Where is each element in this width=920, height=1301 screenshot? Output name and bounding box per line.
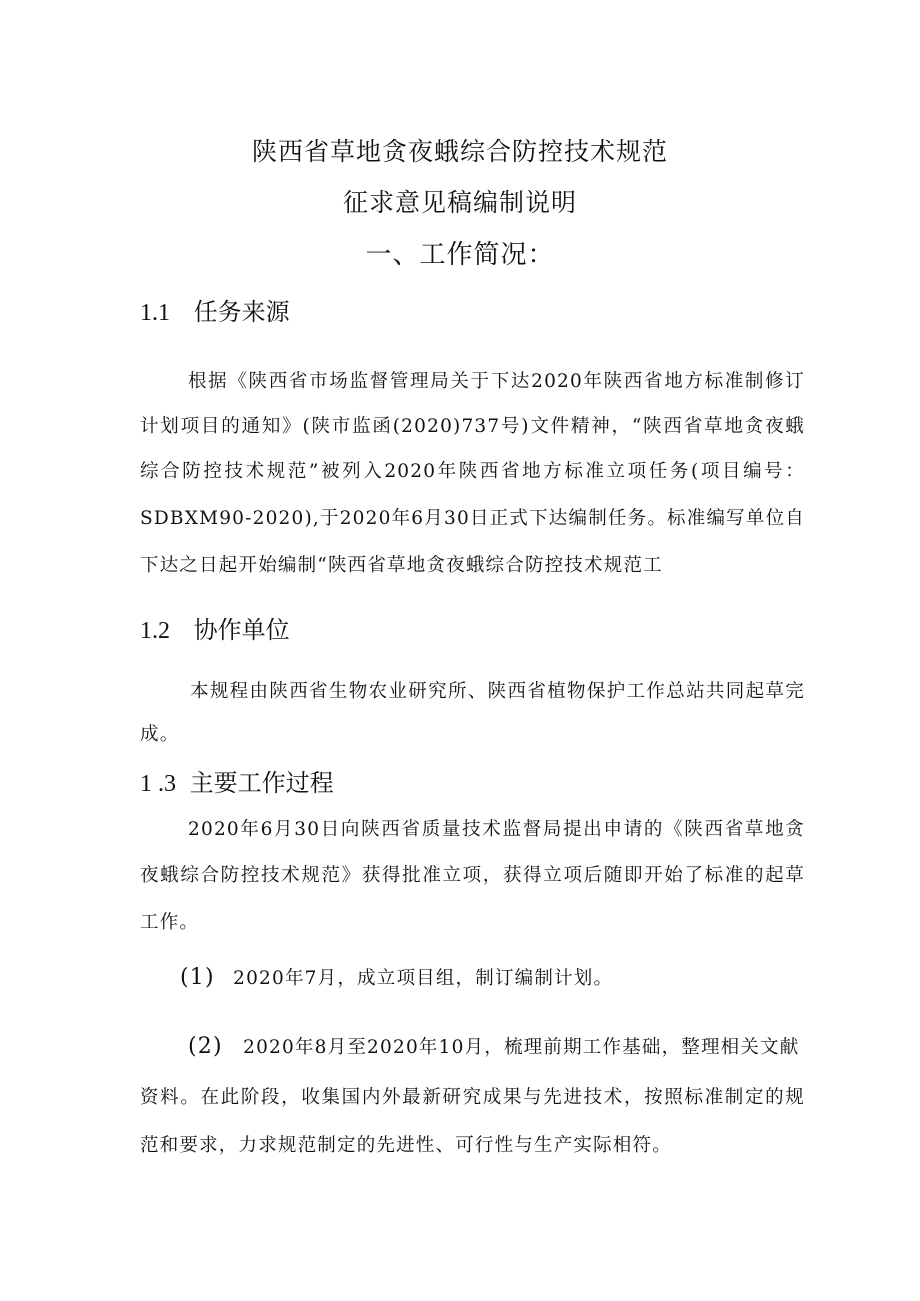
paragraph-line: 资料。在此阶段，收集国内外最新研究成果与先进技术，按照标准制定的规 <box>140 1087 805 1108</box>
section-1-1-title: 任务来源 <box>193 298 290 326</box>
section-1-3-heading <box>140 763 334 798</box>
paragraph-line: 工作。 <box>140 912 200 933</box>
step-2-label: (2) <box>188 1034 223 1059</box>
section-one-heading: 一、工作简况： <box>365 240 555 270</box>
section-1-3-number: 1 .3 <box>140 771 176 797</box>
paragraph-line: 综合防控技术规范”被列入2020年陕西省地方标准立项任务(项目编号： <box>140 461 805 482</box>
step-2-text: 2020年8月至2020年10月，梳理前期工作基础，整理相关文献 <box>243 1037 800 1058</box>
step-1-label: (1) <box>180 965 215 990</box>
paragraph-line: SDBXM90-2020),于2020年6月30日正式下达编制任务。标准编写单位自 <box>140 508 805 529</box>
paragraph-line: 2020年6月30日向陕西省质量技术监督局提出申请的《陕西省草地贪 <box>188 819 805 840</box>
paragraph-line: 本规程由陕西省生物农业研究所、陕西省植物保护工作总站共同起草完 <box>190 681 805 702</box>
section-1-1-heading <box>140 292 290 327</box>
paragraph-line: 成。 <box>140 724 180 745</box>
section-1-3-title: 主要工作过程 <box>189 769 334 797</box>
paragraph-line: 下达之日起开始编制“陕西省草地贪夜蛾综合防控技术规范工 <box>140 555 663 576</box>
paragraph-line: 范和要求，力求规范制定的先进性、可行性与生产实际相符。 <box>140 1135 672 1156</box>
document-subtitle: 征求意见稿编制说明 <box>342 188 577 217</box>
paragraph-line: 夜蛾综合防控技术规范》获得批准立项，获得立项后随即开始了标准的起草 <box>140 865 805 886</box>
document-title: 陕西省草地贪夜蛾综合防控技术规范 <box>251 137 668 166</box>
section-1-2-number: 1.2 <box>140 618 170 644</box>
paragraph-line: 根据《陕西省市场监督管理局关于下达2020年陕西省地方标准制修订 <box>188 371 805 392</box>
section-1-2-title: 协作单位 <box>193 616 290 644</box>
section-1-1-number: 1.1 <box>140 300 170 326</box>
step-1-text: 2020年7月，成立项目组，制订编制计划。 <box>233 968 614 989</box>
section-1-2-heading <box>140 610 290 645</box>
paragraph-line: 计划项目的通知》(陕市监函(2020)737号)文件精神，“陕西省草地贪夜蛾 <box>140 416 805 437</box>
